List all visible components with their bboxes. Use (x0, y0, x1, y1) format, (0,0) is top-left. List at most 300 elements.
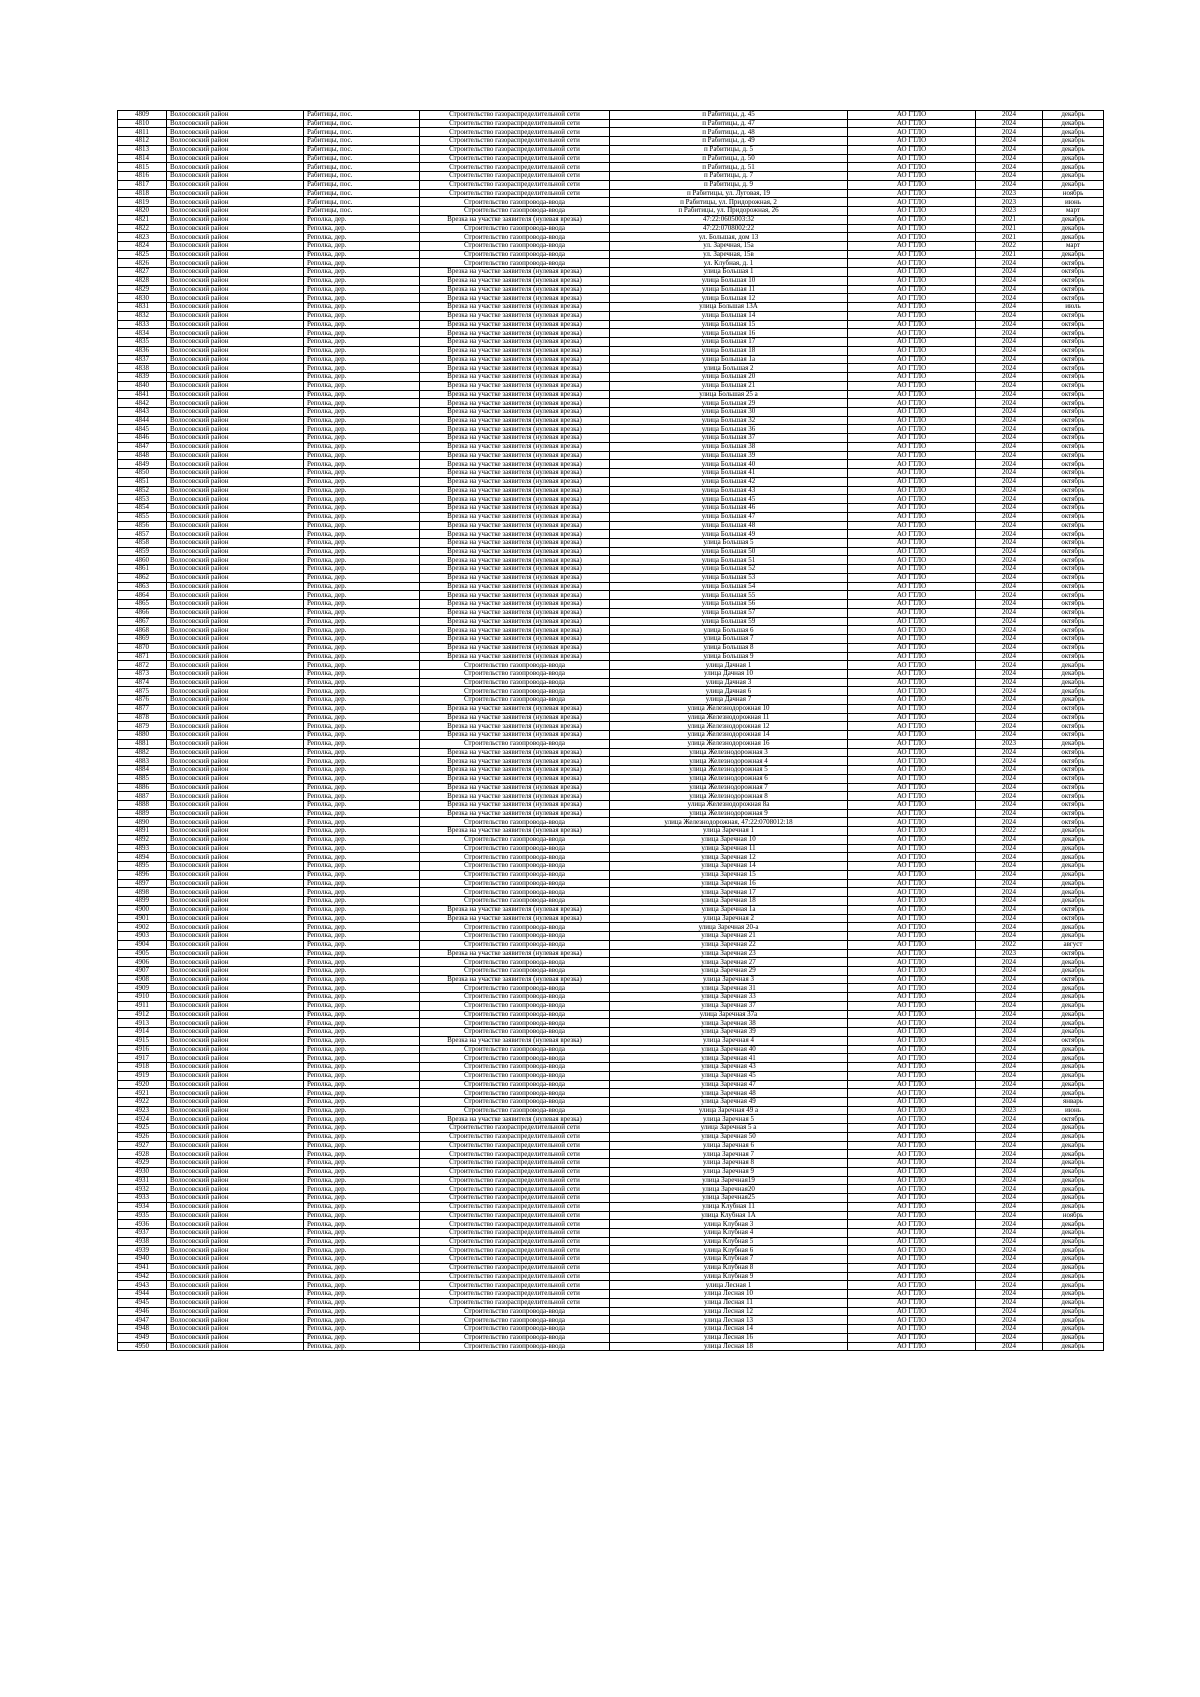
cell-row-number: 4929 (118, 1159, 167, 1168)
cell-settlement: Реполка, дер. (304, 870, 420, 879)
cell-year: 2024 (976, 469, 1043, 478)
cell-month: октябрь (1043, 704, 1104, 713)
cell-address: улица Лесная 13 (610, 1316, 848, 1325)
cell-settlement: Реполка, дер. (304, 1307, 420, 1316)
cell-contractor: АО ГТЛО (848, 547, 976, 556)
cell-settlement: Реполка, дер. (304, 338, 420, 347)
cell-district: Волосовский район (167, 818, 304, 827)
cell-settlement: Реполка, дер. (304, 460, 420, 469)
cell-month: октябрь (1043, 626, 1104, 635)
cell-contractor: АО ГТЛО (848, 259, 976, 268)
cell-district: Волосовский район (167, 1097, 304, 1106)
cell-address: улица Клубная 9 (610, 1272, 848, 1281)
cell-contractor: АО ГТЛО (848, 748, 976, 757)
cell-contractor: АО ГТЛО (848, 1132, 976, 1141)
cell-row-number: 4877 (118, 704, 167, 713)
cell-address: улица Большая 51 (610, 556, 848, 565)
cell-address: улица Заречная 49 а (610, 1106, 848, 1115)
cell-district: Волосовский район (167, 1115, 304, 1124)
cell-work-type: Строительство газораспределительной сети (420, 1176, 610, 1185)
cell-settlement: Реполка, дер. (304, 390, 420, 399)
cell-row-number: 4945 (118, 1298, 167, 1307)
cell-settlement: Реполка, дер. (304, 1019, 420, 1028)
cell-month: декабрь (1043, 984, 1104, 993)
cell-year: 2024 (976, 329, 1043, 338)
cell-work-type: Строительство газораспределительной сети (420, 137, 610, 146)
cell-work-type: Строительство газопровода-ввода (420, 844, 610, 853)
cell-year: 2024 (976, 1150, 1043, 1159)
cell-work-type: Строительство газопровода-ввода (420, 661, 610, 670)
cell-contractor: АО ГТЛО (848, 1281, 976, 1290)
cell-address: улица Железнодорожная 10 (610, 704, 848, 713)
cell-contractor: АО ГТЛО (848, 1255, 976, 1264)
cell-year: 2024 (976, 766, 1043, 775)
cell-work-type: Врезка на участке заявителя (нулевая врезка) (420, 364, 610, 373)
cell-row-number: 4812 (118, 137, 167, 146)
cell-district: Волосовский район (167, 425, 304, 434)
cell-settlement: Рабитицы, пос. (304, 180, 420, 189)
cell-address: улица Заречная 3 (610, 975, 848, 984)
cell-work-type: Строительство газопровода-ввода (420, 670, 610, 679)
cell-settlement: Реполка, дер. (304, 477, 420, 486)
cell-district: Волосовский район (167, 1263, 304, 1272)
cell-district: Волосовский район (167, 1290, 304, 1299)
cell-year: 2024 (976, 495, 1043, 504)
cell-settlement: Рабитицы, пос. (304, 198, 420, 207)
cell-contractor: АО ГТЛО (848, 434, 976, 443)
cell-month: октябрь (1043, 285, 1104, 294)
cell-address: улица Большая 10 (610, 276, 848, 285)
cell-row-number: 4865 (118, 600, 167, 609)
cell-work-type: Строительство газопровода-ввода (420, 1080, 610, 1089)
cell-work-type: Строительство газораспределительной сети (420, 1167, 610, 1176)
cell-settlement: Реполка, дер. (304, 1290, 420, 1299)
cell-settlement: Реполка, дер. (304, 757, 420, 766)
cell-row-number: 4819 (118, 198, 167, 207)
cell-work-type: Строительство газораспределительной сети (420, 172, 610, 181)
cell-year: 2024 (976, 1298, 1043, 1307)
cell-district: Волосовский район (167, 1333, 304, 1342)
cell-settlement: Реполка, дер. (304, 678, 420, 687)
table-row (118, 862, 1104, 871)
cell-row-number: 4869 (118, 635, 167, 644)
cell-year: 2024 (976, 565, 1043, 574)
cell-year: 2024 (976, 608, 1043, 617)
cell-year: 2024 (976, 643, 1043, 652)
cell-settlement: Реполка, дер. (304, 224, 420, 233)
table-row (118, 1045, 1104, 1054)
cell-contractor: АО ГТЛО (848, 678, 976, 687)
cell-row-number: 4922 (118, 1097, 167, 1106)
cell-month: декабрь (1043, 1132, 1104, 1141)
table-row (118, 119, 1104, 128)
cell-row-number: 4872 (118, 661, 167, 670)
cell-row-number: 4843 (118, 407, 167, 416)
cell-year: 2024 (976, 294, 1043, 303)
cell-month: октябрь (1043, 774, 1104, 783)
cell-row-number: 4920 (118, 1080, 167, 1089)
cell-district: Волосовский район (167, 661, 304, 670)
cell-year: 2024 (976, 311, 1043, 320)
cell-work-type: Врезка на участке заявителя (нулевая врезка) (420, 731, 610, 740)
cell-month: декабрь (1043, 137, 1104, 146)
cell-district: Волосовский район (167, 1220, 304, 1229)
cell-district: Волосовский район (167, 792, 304, 801)
cell-month: октябрь (1043, 355, 1104, 364)
cell-district: Волосовский район (167, 1185, 304, 1194)
cell-work-type: Строительство газораспределительной сети (420, 119, 610, 128)
cell-address: улица Заречная 40 (610, 1045, 848, 1054)
cell-month: декабрь (1043, 1054, 1104, 1063)
cell-month: октябрь (1043, 477, 1104, 486)
table-row (118, 1246, 1104, 1255)
table-row (118, 495, 1104, 504)
cell-work-type: Врезка на участке заявителя (нулевая врезка) (420, 914, 610, 923)
cell-work-type: Врезка на участке заявителя (нулевая врезка) (420, 792, 610, 801)
cell-district: Волосовский район (167, 862, 304, 871)
cell-month: октябрь (1043, 757, 1104, 766)
cell-contractor: АО ГТЛО (848, 346, 976, 355)
cell-address: улица Большая 5 (610, 538, 848, 547)
cell-contractor: АО ГТЛО (848, 862, 976, 871)
table-row (118, 320, 1104, 329)
cell-year: 2024 (976, 530, 1043, 539)
table-row (118, 1028, 1104, 1037)
cell-settlement: Реполка, дер. (304, 1124, 420, 1133)
table-row (118, 1097, 1104, 1106)
table-row (118, 731, 1104, 740)
cell-year: 2024 (976, 460, 1043, 469)
cell-year: 2024 (976, 966, 1043, 975)
cell-district: Волосовский район (167, 1132, 304, 1141)
table-body (118, 111, 1104, 1351)
cell-district: Волосовский район (167, 460, 304, 469)
cell-contractor: АО ГТЛО (848, 1159, 976, 1168)
cell-row-number: 4900 (118, 905, 167, 914)
cell-address: улица Большая 36 (610, 425, 848, 434)
cell-row-number: 4902 (118, 923, 167, 932)
cell-district: Волосовский район (167, 993, 304, 1002)
cell-contractor: АО ГТЛО (848, 1272, 976, 1281)
cell-address: улица Большая 16 (610, 329, 848, 338)
cell-work-type: Врезка на участке заявителя (нулевая врезка) (420, 538, 610, 547)
cell-row-number: 4855 (118, 512, 167, 521)
table-row (118, 1229, 1104, 1238)
cell-contractor: АО ГТЛО (848, 696, 976, 705)
cell-year: 2024 (976, 381, 1043, 390)
cell-district: Волосовский район (167, 940, 304, 949)
cell-month: октябрь (1043, 512, 1104, 521)
cell-district: Волосовский район (167, 276, 304, 285)
cell-month: октябрь (1043, 1036, 1104, 1045)
cell-district: Волосовский район (167, 145, 304, 154)
table-row (118, 818, 1104, 827)
cell-year: 2024 (976, 1325, 1043, 1334)
cell-contractor: АО ГТЛО (848, 722, 976, 731)
table-row (118, 853, 1104, 862)
cell-month: декабрь (1043, 172, 1104, 181)
cell-year: 2024 (976, 1202, 1043, 1211)
cell-work-type: Врезка на участке заявителя (нулевая врезка) (420, 486, 610, 495)
cell-month: декабрь (1043, 119, 1104, 128)
cell-year: 2024 (976, 1237, 1043, 1246)
table-row (118, 1263, 1104, 1272)
cell-settlement: Реполка, дер. (304, 1263, 420, 1272)
table-row (118, 888, 1104, 897)
cell-year: 2024 (976, 486, 1043, 495)
table-row (118, 923, 1104, 932)
cell-district: Волосовский район (167, 1106, 304, 1115)
cell-work-type: Врезка на участке заявителя (нулевая врезка) (420, 766, 610, 775)
cell-district: Волосовский район (167, 364, 304, 373)
cell-work-type: Врезка на участке заявителя (нулевая врезка) (420, 329, 610, 338)
cell-address: улица Большая 59 (610, 617, 848, 626)
cell-district: Волосовский район (167, 242, 304, 251)
cell-settlement: Реполка, дер. (304, 442, 420, 451)
cell-contractor: АО ГТЛО (848, 661, 976, 670)
cell-row-number: 4912 (118, 1010, 167, 1019)
cell-address: улица Заречная 11 (610, 844, 848, 853)
cell-settlement: Рабитицы, пос. (304, 145, 420, 154)
cell-contractor: АО ГТЛО (848, 1071, 976, 1080)
cell-work-type: Строительство газораспределительной сети (420, 1211, 610, 1220)
table-row (118, 993, 1104, 1002)
cell-year: 2024 (976, 879, 1043, 888)
cell-address: улица Лесная 16 (610, 1333, 848, 1342)
table-row (118, 984, 1104, 993)
cell-month: декабрь (1043, 1316, 1104, 1325)
table-row (118, 617, 1104, 626)
cell-settlement: Реполка, дер. (304, 958, 420, 967)
cell-month: октябрь (1043, 346, 1104, 355)
cell-month: октябрь (1043, 268, 1104, 277)
cell-address: улица Большая 29 (610, 399, 848, 408)
table-row (118, 268, 1104, 277)
cell-work-type: Строительство газопровода-ввода (420, 932, 610, 941)
cell-address: улица Клубная 8 (610, 1263, 848, 1272)
cell-work-type: Врезка на участке заявителя (нулевая врезка) (420, 311, 610, 320)
cell-contractor: АО ГТЛО (848, 827, 976, 836)
cell-row-number: 4820 (118, 207, 167, 216)
cell-month: октябрь (1043, 259, 1104, 268)
cell-row-number: 4944 (118, 1290, 167, 1299)
cell-work-type: Врезка на участке заявителя (нулевая врезка) (420, 643, 610, 652)
cell-year: 2024 (976, 390, 1043, 399)
cell-year: 2024 (976, 1080, 1043, 1089)
cell-settlement: Реполка, дер. (304, 486, 420, 495)
cell-year: 2024 (976, 897, 1043, 906)
cell-settlement: Реполка, дер. (304, 1063, 420, 1072)
cell-year: 2024 (976, 285, 1043, 294)
cell-month: декабрь (1043, 1045, 1104, 1054)
cell-contractor: АО ГТЛО (848, 1106, 976, 1115)
cell-month: декабрь (1043, 897, 1104, 906)
cell-year: 2024 (976, 1255, 1043, 1264)
cell-row-number: 4933 (118, 1194, 167, 1203)
cell-contractor: АО ГТЛО (848, 1229, 976, 1238)
cell-month: октябрь (1043, 320, 1104, 329)
table-row (118, 1194, 1104, 1203)
table-row (118, 451, 1104, 460)
table-row (118, 1342, 1104, 1351)
cell-work-type: Строительство газопровода-ввода (420, 696, 610, 705)
cell-contractor: АО ГТЛО (848, 329, 976, 338)
cell-contractor: АО ГТЛО (848, 1054, 976, 1063)
cell-month: декабрь (1043, 696, 1104, 705)
cell-contractor: АО ГТЛО (848, 1089, 976, 1098)
cell-settlement: Реполка, дер. (304, 469, 420, 478)
cell-month: декабрь (1043, 879, 1104, 888)
table-row (118, 652, 1104, 661)
cell-year: 2024 (976, 1089, 1043, 1098)
cell-work-type: Строительство газопровода-ввода (420, 678, 610, 687)
cell-year: 2024 (976, 687, 1043, 696)
cell-settlement: Реполка, дер. (304, 573, 420, 582)
cell-contractor: АО ГТЛО (848, 154, 976, 163)
cell-year: 2024 (976, 451, 1043, 460)
table-row (118, 381, 1104, 390)
cell-work-type: Строительство газораспределительной сети (420, 154, 610, 163)
cell-row-number: 4821 (118, 215, 167, 224)
cell-settlement: Реполка, дер. (304, 1272, 420, 1281)
cell-settlement: Реполка, дер. (304, 993, 420, 1002)
cell-settlement: Реполка, дер. (304, 940, 420, 949)
cell-row-number: 4874 (118, 678, 167, 687)
cell-work-type: Строительство газопровода-ввода (420, 1342, 610, 1351)
cell-district: Волосовский район (167, 233, 304, 242)
cell-settlement: Реполка, дер. (304, 530, 420, 539)
cell-address: улица Заречная 37 (610, 1001, 848, 1010)
cell-work-type: Врезка на участке заявителя (нулевая врезка) (420, 704, 610, 713)
cell-settlement: Реполка, дер. (304, 285, 420, 294)
cell-work-type: Строительство газопровода-ввода (420, 1316, 610, 1325)
cell-row-number: 4826 (118, 259, 167, 268)
cell-address: улица Большая 17 (610, 338, 848, 347)
cell-address: улица Большая 20 (610, 373, 848, 382)
cell-year: 2024 (976, 137, 1043, 146)
cell-year: 2024 (976, 722, 1043, 731)
cell-month: октябрь (1043, 276, 1104, 285)
cell-month: октябрь (1043, 792, 1104, 801)
cell-address: улица Большая 47 (610, 512, 848, 521)
cell-month: октябрь (1043, 713, 1104, 722)
cell-month: декабрь (1043, 128, 1104, 137)
cell-district: Волосовский район (167, 1159, 304, 1168)
cell-district: Волосовский район (167, 486, 304, 495)
cell-work-type: Строительство газораспределительной сети (420, 1290, 610, 1299)
cell-address: улица Железнодорожная 9 (610, 809, 848, 818)
cell-settlement: Реполка, дер. (304, 1185, 420, 1194)
cell-work-type: Врезка на участке заявителя (нулевая врезка) (420, 521, 610, 530)
cell-district: Волосовский район (167, 809, 304, 818)
table-row (118, 355, 1104, 364)
table-row (118, 687, 1104, 696)
cell-settlement: Реполка, дер. (304, 355, 420, 364)
cell-contractor: АО ГТЛО (848, 643, 976, 652)
cell-month: октябрь (1043, 416, 1104, 425)
cell-month: октябрь (1043, 469, 1104, 478)
cell-month: декабрь (1043, 844, 1104, 853)
table-row (118, 1036, 1104, 1045)
cell-work-type: Врезка на участке заявителя (нулевая врезка) (420, 373, 610, 382)
cell-address: улица Большая 52 (610, 565, 848, 574)
cell-month: июль (1043, 303, 1104, 312)
cell-month: декабрь (1043, 1071, 1104, 1080)
cell-work-type: Строительство газораспределительной сети (420, 1220, 610, 1229)
cell-month: декабрь (1043, 670, 1104, 679)
cell-address: улица Лесная 11 (610, 1298, 848, 1307)
cell-contractor: АО ГТЛО (848, 1176, 976, 1185)
table-row (118, 905, 1104, 914)
table-row (118, 189, 1104, 198)
cell-row-number: 4947 (118, 1316, 167, 1325)
table-row (118, 556, 1104, 565)
cell-work-type: Строительство газораспределительной сети (420, 1132, 610, 1141)
cell-work-type: Врезка на участке заявителя (нулевая врезка) (420, 434, 610, 443)
cell-settlement: Реполка, дер. (304, 1141, 420, 1150)
cell-year: 2024 (976, 172, 1043, 181)
cell-district: Волосовский район (167, 626, 304, 635)
cell-work-type: Строительство газопровода-ввода (420, 958, 610, 967)
cell-settlement: Реполка, дер. (304, 748, 420, 757)
cell-month: октябрь (1043, 914, 1104, 923)
cell-work-type: Строительство газопровода-ввода (420, 940, 610, 949)
cell-year: 2024 (976, 1036, 1043, 1045)
table-row (118, 914, 1104, 923)
cell-settlement: Реполка, дер. (304, 311, 420, 320)
cell-row-number: 4936 (118, 1220, 167, 1229)
cell-contractor: АО ГТЛО (848, 460, 976, 469)
cell-row-number: 4911 (118, 1001, 167, 1010)
cell-row-number: 4904 (118, 940, 167, 949)
cell-address: улица Железнодорожная, 47:22:0708012:18 (610, 818, 848, 827)
cell-contractor: АО ГТЛО (848, 530, 976, 539)
cell-contractor: АО ГТЛО (848, 984, 976, 993)
cell-work-type: Строительство газопровода-ввода (420, 993, 610, 1002)
cell-month: декабрь (1043, 1255, 1104, 1264)
cell-contractor: АО ГТЛО (848, 1036, 976, 1045)
cell-year: 2024 (976, 617, 1043, 626)
cell-row-number: 4921 (118, 1089, 167, 1098)
data-table (117, 110, 1104, 1351)
cell-year: 2024 (976, 914, 1043, 923)
cell-settlement: Реполка, дер. (304, 233, 420, 242)
cell-work-type: Врезка на участке заявителя (нулевая врезка) (420, 390, 610, 399)
cell-year: 2024 (976, 1115, 1043, 1124)
cell-contractor: АО ГТЛО (848, 137, 976, 146)
cell-year: 2023 (976, 949, 1043, 958)
cell-contractor: АО ГТЛО (848, 1028, 976, 1037)
table-row (118, 958, 1104, 967)
cell-address: улица Большая 6 (610, 626, 848, 635)
cell-address: улица Заречная 43 (610, 1063, 848, 1072)
cell-district: Волосовский район (167, 635, 304, 644)
cell-settlement: Реполка, дер. (304, 1342, 420, 1351)
cell-month: декабрь (1043, 1167, 1104, 1176)
cell-address: улица Заречная 18 (610, 897, 848, 906)
cell-work-type: Строительство газораспределительной сети (420, 1185, 610, 1194)
cell-contractor: АО ГТЛО (848, 757, 976, 766)
cell-district: Волосовский район (167, 512, 304, 521)
cell-address: улица Заречная 4 (610, 1036, 848, 1045)
cell-month: октябрь (1043, 722, 1104, 731)
cell-row-number: 4852 (118, 486, 167, 495)
cell-district: Волосовский район (167, 1124, 304, 1133)
cell-year: 2024 (976, 704, 1043, 713)
cell-month: декабрь (1043, 827, 1104, 836)
cell-settlement: Рабитицы, пос. (304, 163, 420, 172)
table-row (118, 844, 1104, 853)
